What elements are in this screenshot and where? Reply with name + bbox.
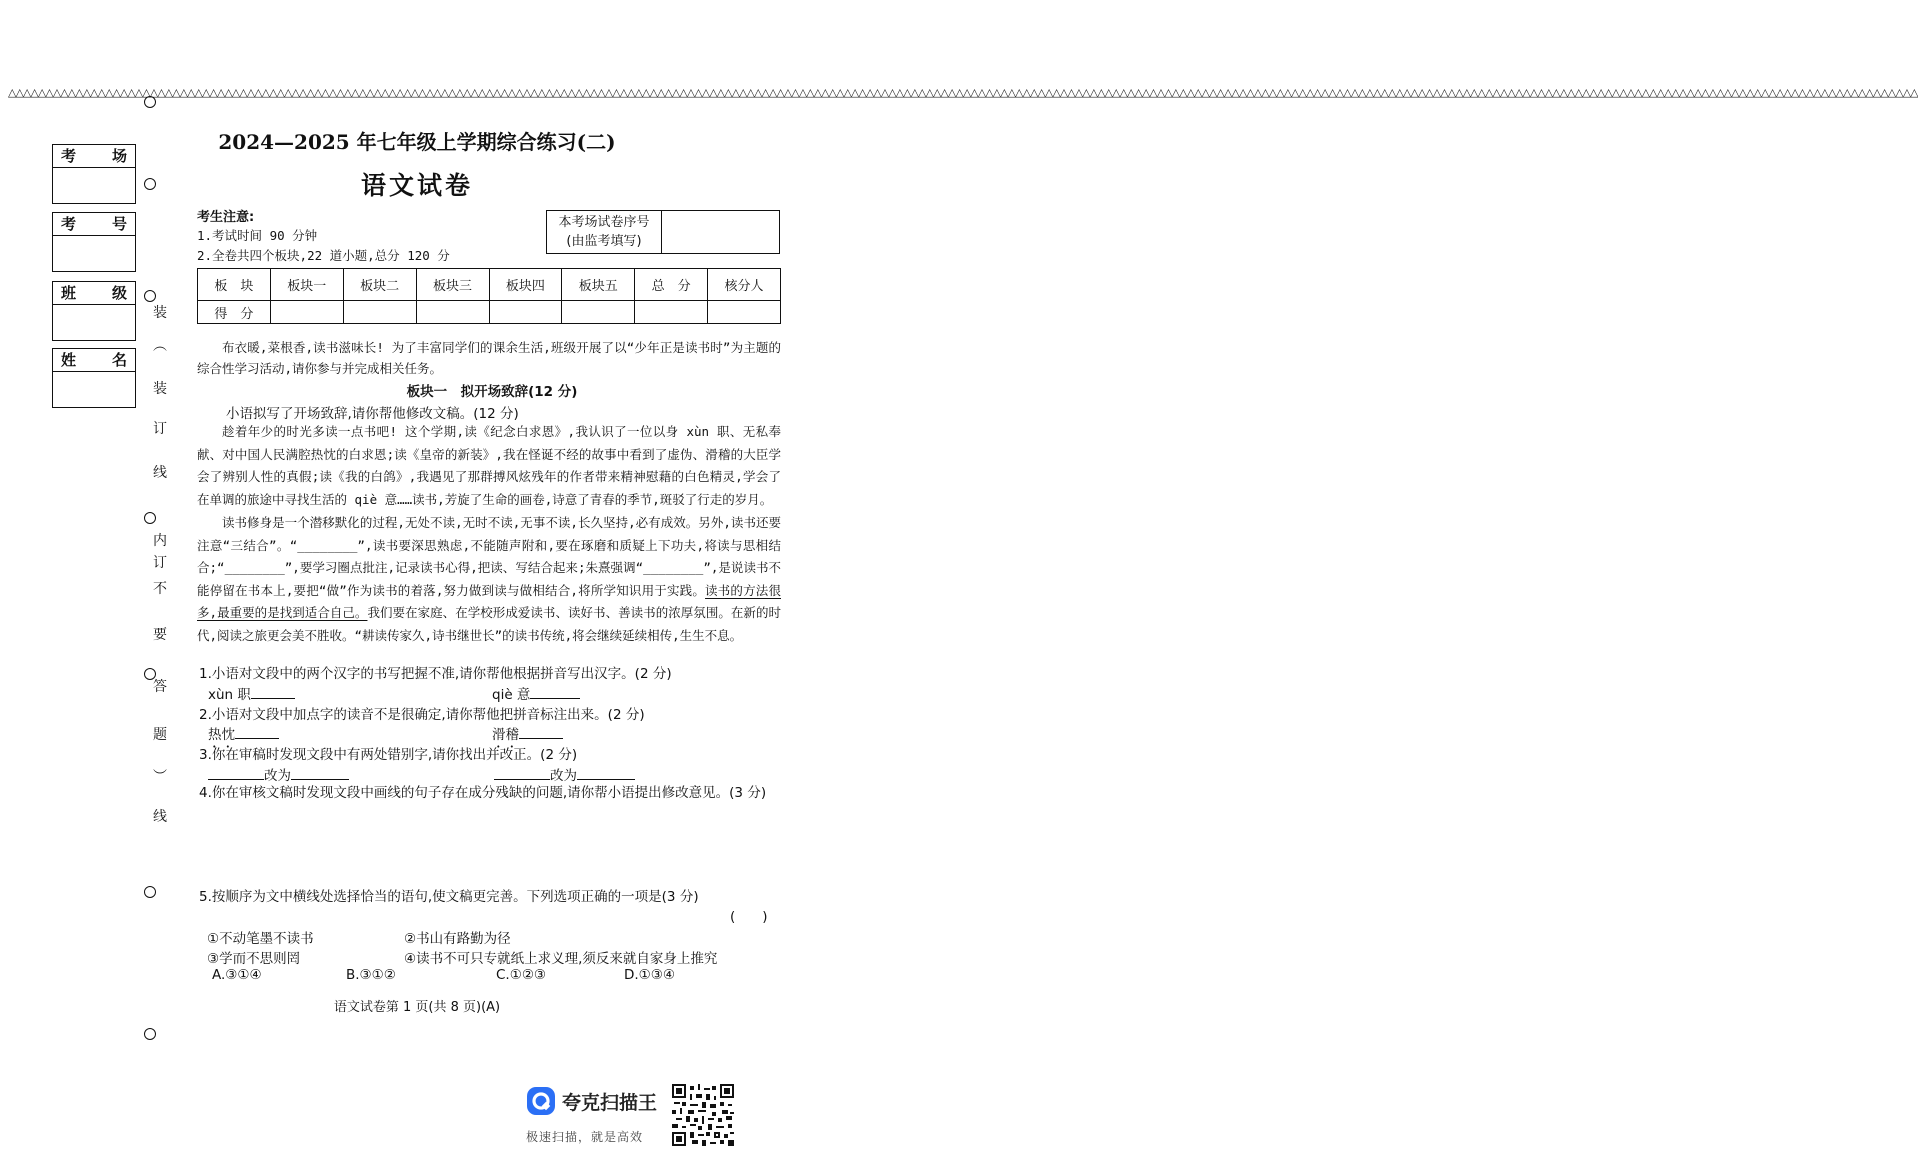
speech-paragraph-2 [197, 512, 781, 647]
score-table [197, 268, 781, 324]
score-table-header-row [198, 269, 781, 301]
q2-blank-b[interactable] [519, 726, 563, 739]
serial-label: 本考场试卷序号 [558, 215, 650, 230]
binding-char: ︵ [153, 338, 167, 354]
score-table-score-row [198, 301, 781, 324]
q1-answer-b [492, 683, 580, 703]
score-table-header: 总 分 [635, 269, 708, 301]
class-label-1: 班 [61, 284, 77, 302]
binding-hole [144, 512, 156, 524]
exam-subject-title: 语文试卷 [360, 171, 473, 200]
question-2: 2.小语对文段中加点字的读音不是很确定,请你帮他把拼音标注出来。(2 分) [199, 707, 645, 723]
binding-hole [144, 886, 156, 898]
binding-triangle-pattern: △△△△△△△△△△△△△△△△△△△△△△△△△△△△△△△△△△△△△△△△△△△△△△△△△△△△△△△△△△△△△△△△△△△△△△△△△△△△△△△△△△△△△△△△△△△△△△△△△△△△△△△△△△△△△△△△△△△△△△△△△△△△△△△△△△△△△△△△△△△△△△△△△△△△△△△△△△△△△△△△△△△△△△△△△△△△△△△△△△△△△△△△△△△△△△△△△△△△△△△△△△△△△△△△△△△△△△△△△△△△△△△△△△△△△△△△△△△△△△△△△△△△△△△△△△△△△△△△ [8, 86, 1918, 99]
score-cell[interactable] [416, 301, 489, 324]
binding-char: 要 [153, 627, 167, 643]
score-table-header: 板块一 [270, 269, 343, 301]
serial-sub-label: (由监考填写) [566, 234, 642, 249]
score-cell[interactable] [489, 301, 562, 324]
binding-char: 答 [153, 679, 167, 695]
intro-paragraph: 布衣暖,菜根香,读书滋味长! 为了丰富同学们的课余生活,班级开展了以“少年正是读书时”为主题的综合性学习活动,请你参与并完成相关任务。 [197, 340, 781, 376]
binding-char: 内 [153, 533, 167, 549]
q4-answer-area[interactable] [199, 826, 779, 878]
binding-hole [144, 96, 156, 108]
q1-pinyin-b: qiè 意 [492, 687, 531, 703]
speech-p2-part-c: 我们要在家庭、在学校形成爱读书、读好书、善读书的浓厚氛围。在新的时代,阅读之旅更会美不胜收。“耕读传家久,诗书继世长”的读书传统,将会继续延续相传,生生不息。 [197, 605, 781, 643]
notice-item-1: 1.考试时间 90 分钟 [197, 228, 318, 243]
serial-input-area[interactable] [662, 211, 779, 253]
scanner-logo-icon [526, 1086, 556, 1116]
binding-hole [144, 290, 156, 302]
q1-pinyin-a: xùn 职 [208, 687, 251, 703]
q3-answer-a [208, 764, 349, 784]
q1-blank-b[interactable] [530, 686, 580, 699]
binding-hole [144, 1028, 156, 1040]
page-footer: 语文试卷第 1 页(共 8 页)(A) [333, 1000, 501, 1015]
q1-answer-a [208, 683, 295, 703]
name-label-2: 名 [111, 351, 127, 369]
class-box [52, 281, 136, 341]
score-cell[interactable] [562, 301, 635, 324]
q3-blank-b1[interactable] [494, 767, 550, 780]
exam-room-label-2: 场 [111, 147, 127, 165]
speech-paragraph-1: 趁着年少的时光多读一点书吧! 这个学期,读《纪念白求恩》,我认识了一位以身 xùn 职、无私奉献、对中国人民满腔热忱的白求恩;读《皇帝的新装》,我在怪诞不经的故事中看到了虚伪、滑稽的大臣学会了辨别人性的真假;读《我的白鸽》,我遇见了那群搏风炫残年的作者带来精神慰藉的白色精灵,学会了在单调的旅途中寻找生活的 qiè 意……读书,芳旋了生命的画卷,诗意了青春的季节,斑驳了行走的岁月。 [197, 424, 781, 507]
q5-option-1: ①不动笔墨不读书 [207, 931, 314, 947]
score-table-header: 核分人 [708, 269, 781, 301]
score-table-header: 板 块 [198, 269, 271, 301]
score-table-header: 板块四 [489, 269, 562, 301]
q3-blank-a2[interactable] [291, 767, 349, 780]
exam-number-label-1: 考 [61, 215, 77, 233]
q2-word-b: 滑稽 [492, 727, 519, 743]
binding-char: 不 [153, 581, 167, 597]
q2-word-a: 热忱 [208, 727, 235, 743]
score-table-header: 板块二 [343, 269, 416, 301]
q5-choice-d[interactable]: D.①③④ [624, 967, 675, 983]
score-cell[interactable] [270, 301, 343, 324]
q5-choice-a[interactable]: A.③①④ [212, 967, 262, 983]
score-cell[interactable] [635, 301, 708, 324]
q5-choice-c[interactable]: C.①②③ [496, 967, 547, 983]
serial-number-box [546, 210, 780, 254]
class-label-2: 级 [111, 284, 127, 302]
scanner-brand: 夸克扫描王 [562, 1092, 658, 1114]
score-cell[interactable] [708, 301, 781, 324]
score-table-header: 板块五 [562, 269, 635, 301]
question-5: 5.按顺序为文中横线处选择恰当的语句,使文稿更完善。下列选项正确的一项是(3 分) [199, 889, 699, 905]
exam-title: 2024—2025 年七年级上学期综合练习(二) [218, 130, 616, 154]
q3-change-label-b: 改为 [550, 768, 577, 784]
score-cell[interactable] [343, 301, 416, 324]
q3-blank-b2[interactable] [577, 767, 635, 780]
binding-char: 装 [153, 305, 167, 321]
scanner-slogan: 极速扫描，就是高效 [526, 1130, 644, 1144]
q2-blank-a[interactable] [235, 726, 279, 739]
q5-choice-b[interactable]: B.③①② [346, 967, 396, 983]
question-4: 4.你在审核文稿时发现文段中画线的句子存在成分残缺的问题,请你帮小语提出修改意见。(3 分) [199, 785, 767, 801]
score-row-label: 得 分 [198, 301, 271, 324]
notice-item-2: 2.全卷共四个板块,22 道小题,总分 120 分 [197, 248, 450, 263]
binding-char: 订 [153, 421, 167, 437]
exam-number-box [52, 212, 136, 272]
notice-heading: 考生注意: [197, 210, 255, 225]
q3-change-label-a: 改为 [264, 768, 291, 784]
binding-char: 线 [153, 465, 167, 481]
qr-code-icon [672, 1084, 734, 1146]
binding-char: 订 [153, 555, 167, 571]
section-1-task: 小语拟写了开场致辞,请你帮他修改文稿。(12 分) [226, 406, 519, 422]
q3-answer-b [494, 764, 635, 784]
speech-p2-part-a: 读书修身是一个潜移默化的过程,无处不读,无时不读,无事不读,长久坚持,必有成效。另外,读书还要注意“三结合”。“________”,读书要深思熟虑,不能随声附和,要在琢磨和质疑上下功夫,将读与思相结合;“________”,要学习圈点批注,记录读书心得,把读、写结合起来;朱熹强调“________”,是说读书不能停留在书本上,要把“做”作为读书的着落,努力做到读与做相结合,将所学知识用于实践。 [197, 515, 781, 598]
name-label-1: 姓 [61, 351, 77, 369]
exam-number-label-2: 号 [111, 215, 127, 233]
q5-option-3: ③学而不思则罔 [207, 951, 301, 967]
question-3: 3.你在审稿时发现文段中有两处错别字,请你找出并改正。(2 分) [199, 747, 578, 763]
section-1-heading: 板块一 拟开场致辞(12 分) [406, 384, 578, 400]
binding-char: 线 [153, 809, 167, 825]
score-table-header: 板块三 [416, 269, 489, 301]
q3-blank-a1[interactable] [208, 767, 264, 780]
q5-option-4: ④读书不可只专就纸上求义理,须反来就自家身上推究 [404, 951, 718, 967]
binding-char: 装 [153, 381, 167, 397]
q5-answer-paren[interactable]: ( ) [730, 909, 768, 925]
binding-char: 题 [153, 727, 167, 743]
question-1: 1.小语对文段中的两个汉字的书写把握不准,请你帮他根据拼音写出汉字。(2 分) [199, 666, 672, 682]
q5-option-2: ②书山有路勤为径 [404, 931, 511, 947]
binding-char: ︶ [153, 769, 167, 785]
q1-blank-a[interactable] [251, 686, 295, 699]
underlined-sentence: 读书的方法很多,最重要的是找到适合自己。 [197, 582, 781, 620]
exam-room-label-1: 考 [61, 147, 77, 165]
